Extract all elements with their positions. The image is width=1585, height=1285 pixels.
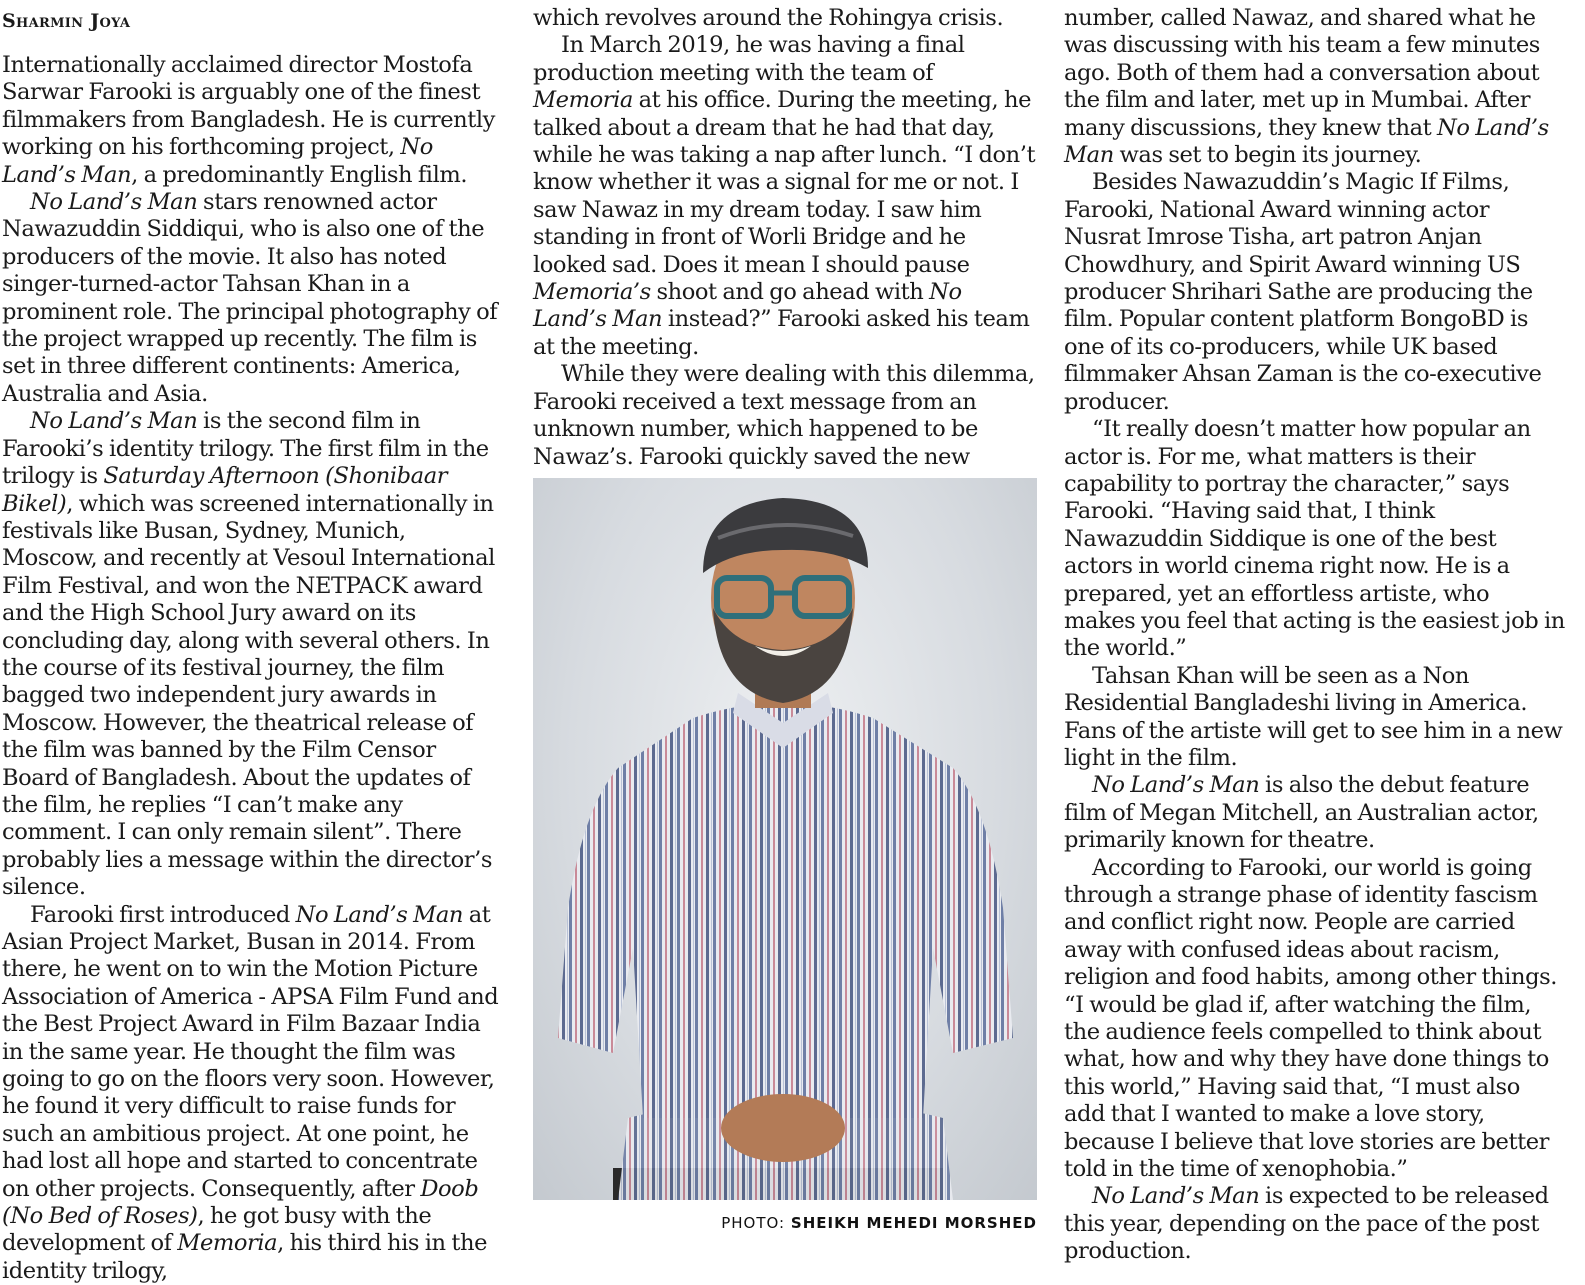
portrait-photo (533, 478, 1037, 1200)
paragraph: Internationally acclaimed director Mostofa Sarwar Farooki is arguably one of the finest filmmakers from Bangladesh. He is currently working on his forthcoming project, No Land’s Man, a predominantly English film. (2, 52, 495, 188)
paragraph: In March 2019, he was having a final production meeting with the team of Memoria at his office. During the meeting, he talked about a dream that he had that day, while he was taking a nap after lunch. “I don’t know whether it was a signal for me or not. I saw Nawaz in my dream today. I saw him standing in front of Worli Bridge and he looked sad. Does it mean I should pause Memoria’s shoot and go ahead with No Land’s Man instead?” Farooki asked his team at the meeting. (533, 32, 1036, 360)
paragraph: which revolves around the Rohingya crisis. (533, 5, 1004, 31)
paragraph: number, called Nawaz, and shared what he was discussing with his team a few minutes ago. Both of them had a conversation about the film and later, met up in Mumbai. After many discussions, they knew that No Land’s Man was set to begin its journey. (1064, 5, 1549, 169)
article-column-1 (2, 0, 502, 1285)
paragraph: Farooki first introduced No Land’s Man at Asian Project Market, Busan in 2014. From there, he went on to win the Motion Picture Association of America - APSA Film Fund and the Best Project Award in Film Bazaar India in the same year. He thought the film was going to go on the floors very soon. However, he found it very difficult to raise funds for such an ambitious project. At one point, he had lost all hope and started to concentrate on other projects. Consequently, after Doob (No Bed of Roses), he got busy with the development of Memoria, his third his in the identity trilogy, (2, 901, 499, 1284)
portrait-illustration (533, 478, 1037, 1200)
photo-credit (533, 1214, 1037, 1232)
article-column-3 (1064, 0, 1566, 1266)
paragraph: While they were dealing with this dilemma, Farooki received a text message from an unknown number, which happened to be Nawaz’s. Farooki quickly saved the new (533, 361, 1035, 470)
paragraph: No Land’s Man stars renowned actor Nawazuddin Siddiqui, who is also one of the producers of the movie. It also has noted singer-turned-actor Tahsan Khan in a prominent role. The principal photography of the project wrapped up recently. The film is set in three different continents: America, Australia and Asia. (2, 189, 498, 407)
byline: Sharmin Joya (2, 10, 131, 32)
paragraph: No Land’s Man is expected to be released this year, depending on the pace of the post production. (1064, 1183, 1549, 1265)
paragraph: According to Farooki, our world is going through a strange phase of identity fascism and conflict right now. People are carried away with confused ideas about racism, religion and food habits, among other things. “I would be glad if, after watching the film, the audience feels compelled to think about what, how and why they have done things to this world,” Having said that, “I must also add that I wanted to make a love story, because I believe that love stories are better told in the time of xenophobia.” (1064, 854, 1557, 1183)
photo-credit-label: PHOTO: (721, 1214, 786, 1232)
article-column-2 (533, 0, 1038, 471)
paragraph: No Land’s Man is the second film in Farooki’s identity trilogy. The first film in the trilogy is Saturday Afternoon (Shonibaar Bikel), which was screened internationally in festivals like Busan, Sydney, Munich, Moscow, and recently at Vesoul International Film Festival, and won the NETPACK award and the High School Jury award on its concluding day, along with several others. In the course of its festival journey, the film bagged two independent jury awards in Moscow. However, the theatrical release of the film was banned by the Film Censor Board of Bangladesh. About the updates of the film, he replies “I can’t make any comment. I can only remain silent”. There probably lies a message within the director’s silence. (2, 408, 495, 901)
paragraph: Tahsan Khan will be seen as a Non Residential Bangladeshi living in America. Fans of the artiste will get to see him in a new light in the film. (1064, 662, 1563, 771)
paragraph: “It really doesn’t matter how popular an actor is. For me, what matters is their capability to portray the character,” says Farooki. “Having said that, I think Nawazuddin Siddique is one of the best actors in world cinema right now. He is a prepared, yet an effortless artiste, who makes you feel that acting is the easiest job in the world.” (1064, 416, 1565, 662)
paragraph: Besides Nawazuddin’s Magic If Films, Farooki, National Award winning actor Nusrat Imrose Tisha, art patron Anjan Chowdhury, and Spirit Award winning US producer Shrihari Sathe are producing the film. Popular content platform BongoBD is one of its co-producers, while UK based filmmaker Ahsan Zaman is the co-executive producer. (1064, 169, 1542, 415)
photo-credit-name: SHEIKH MEHEDI MORSHED (790, 1214, 1037, 1232)
paragraph: No Land’s Man is also the debut feature film of Megan Mitchell, an Australian actor, primarily known for theatre. (1064, 772, 1539, 854)
